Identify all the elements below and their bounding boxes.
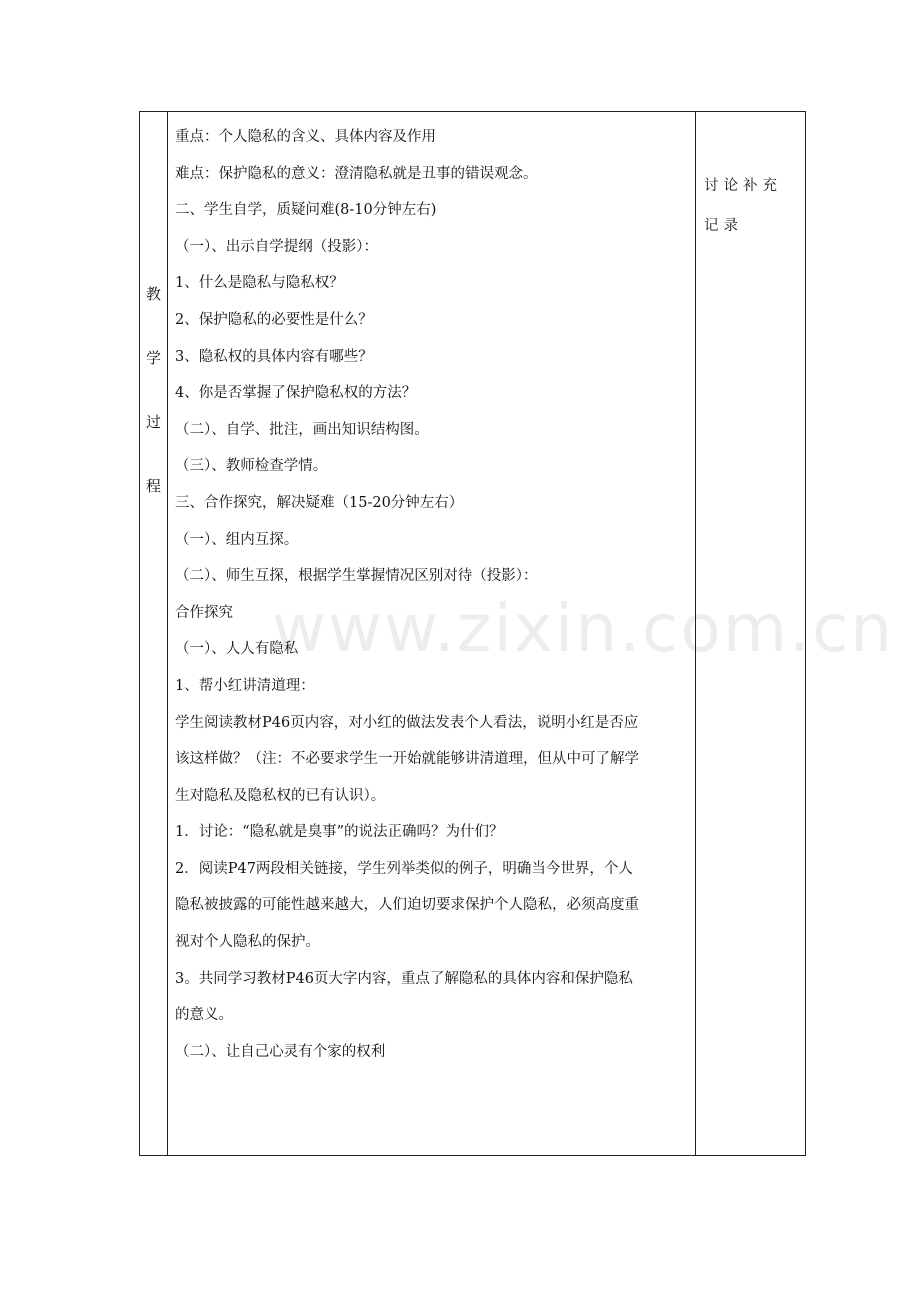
content-line: 该这样做？（注：不必要求学生一开始就能够讲清道理，但从中可了解学 xyxy=(175,751,639,768)
content-line: 学生阅读教材P46页内容，对小红的做法发表个人看法，说明小红是否应 xyxy=(175,714,639,731)
label-char: 程 xyxy=(145,477,161,495)
content-line: 4、你是否掌握了保护隐私权的方法？ xyxy=(175,385,417,402)
label-char: 过 xyxy=(145,413,161,431)
content-line: （三）、教师检查学情。 xyxy=(175,458,328,475)
content-line: （一）、人人有隐私 xyxy=(175,641,299,658)
content-line: 1．讨论：“隐私就是臭事”的说法正确吗？为什们？ xyxy=(175,824,504,841)
content-line: 1、什么是隐私与隐私权？ xyxy=(175,275,344,292)
content-line: 的意义。 xyxy=(175,1007,233,1024)
content-line: 视对个人隐私的保护。 xyxy=(175,934,320,951)
label-char: 教 xyxy=(145,285,161,303)
content-line: 合作探究 xyxy=(175,604,233,621)
content-line: 重点：个人隐私的含义、具体内容及作用 xyxy=(175,129,436,145)
discussion-notes-label: 讨论补充记录 xyxy=(704,178,782,234)
content-line: （一）、组内互探。 xyxy=(175,531,299,548)
content-line: 二、学生自学，质疑问难(8-10分钟左右) xyxy=(175,202,437,219)
content-line: 1、帮小红讲清道理： xyxy=(175,677,315,694)
content-line: 隐私被披露的可能性越来越大，人们迫切要求保护个人隐私，必须高度重 xyxy=(175,897,639,914)
content-line: （一）、出示自学提纲（投影）： xyxy=(175,238,378,255)
content-line: 难点：保护隐私的意义：澄清隐私就是丑事的错误观念。 xyxy=(175,165,538,182)
watermark: www.zixin.com.cn xyxy=(272,590,895,667)
content-line: 3。共同学习教材P46页大字内容，重点了解隐私的具体内容和保护隐私 xyxy=(175,970,633,987)
column-divider xyxy=(167,112,168,1155)
content-line: 生对隐私及隐私权的已有认识）。 xyxy=(175,787,386,804)
content-line: （二）、自学、批注，画出知识结构图。 xyxy=(175,421,429,438)
content-line: （二）、让自己心灵有个家的权利 xyxy=(175,1043,386,1060)
content-line: 2、保护隐私的必要性是什么？ xyxy=(175,311,373,328)
lesson-table xyxy=(139,111,806,1156)
content-line: （二）、师生互探，根据学生掌握情况区别对待（投影）： xyxy=(175,568,538,585)
column-divider xyxy=(695,112,696,1155)
content-line: 3、隐私权的具体内容有哪些？ xyxy=(175,348,373,365)
lesson-content xyxy=(175,119,687,1070)
label-char: 学 xyxy=(145,349,161,367)
content-line: 2．阅读P47两段相关链接，学生列举类似的例子，明确当今世界，个人 xyxy=(175,860,633,877)
teaching-process-label xyxy=(140,284,167,540)
content-line: 三、合作探究，解决疑难（15-20分钟左右） xyxy=(175,494,464,511)
